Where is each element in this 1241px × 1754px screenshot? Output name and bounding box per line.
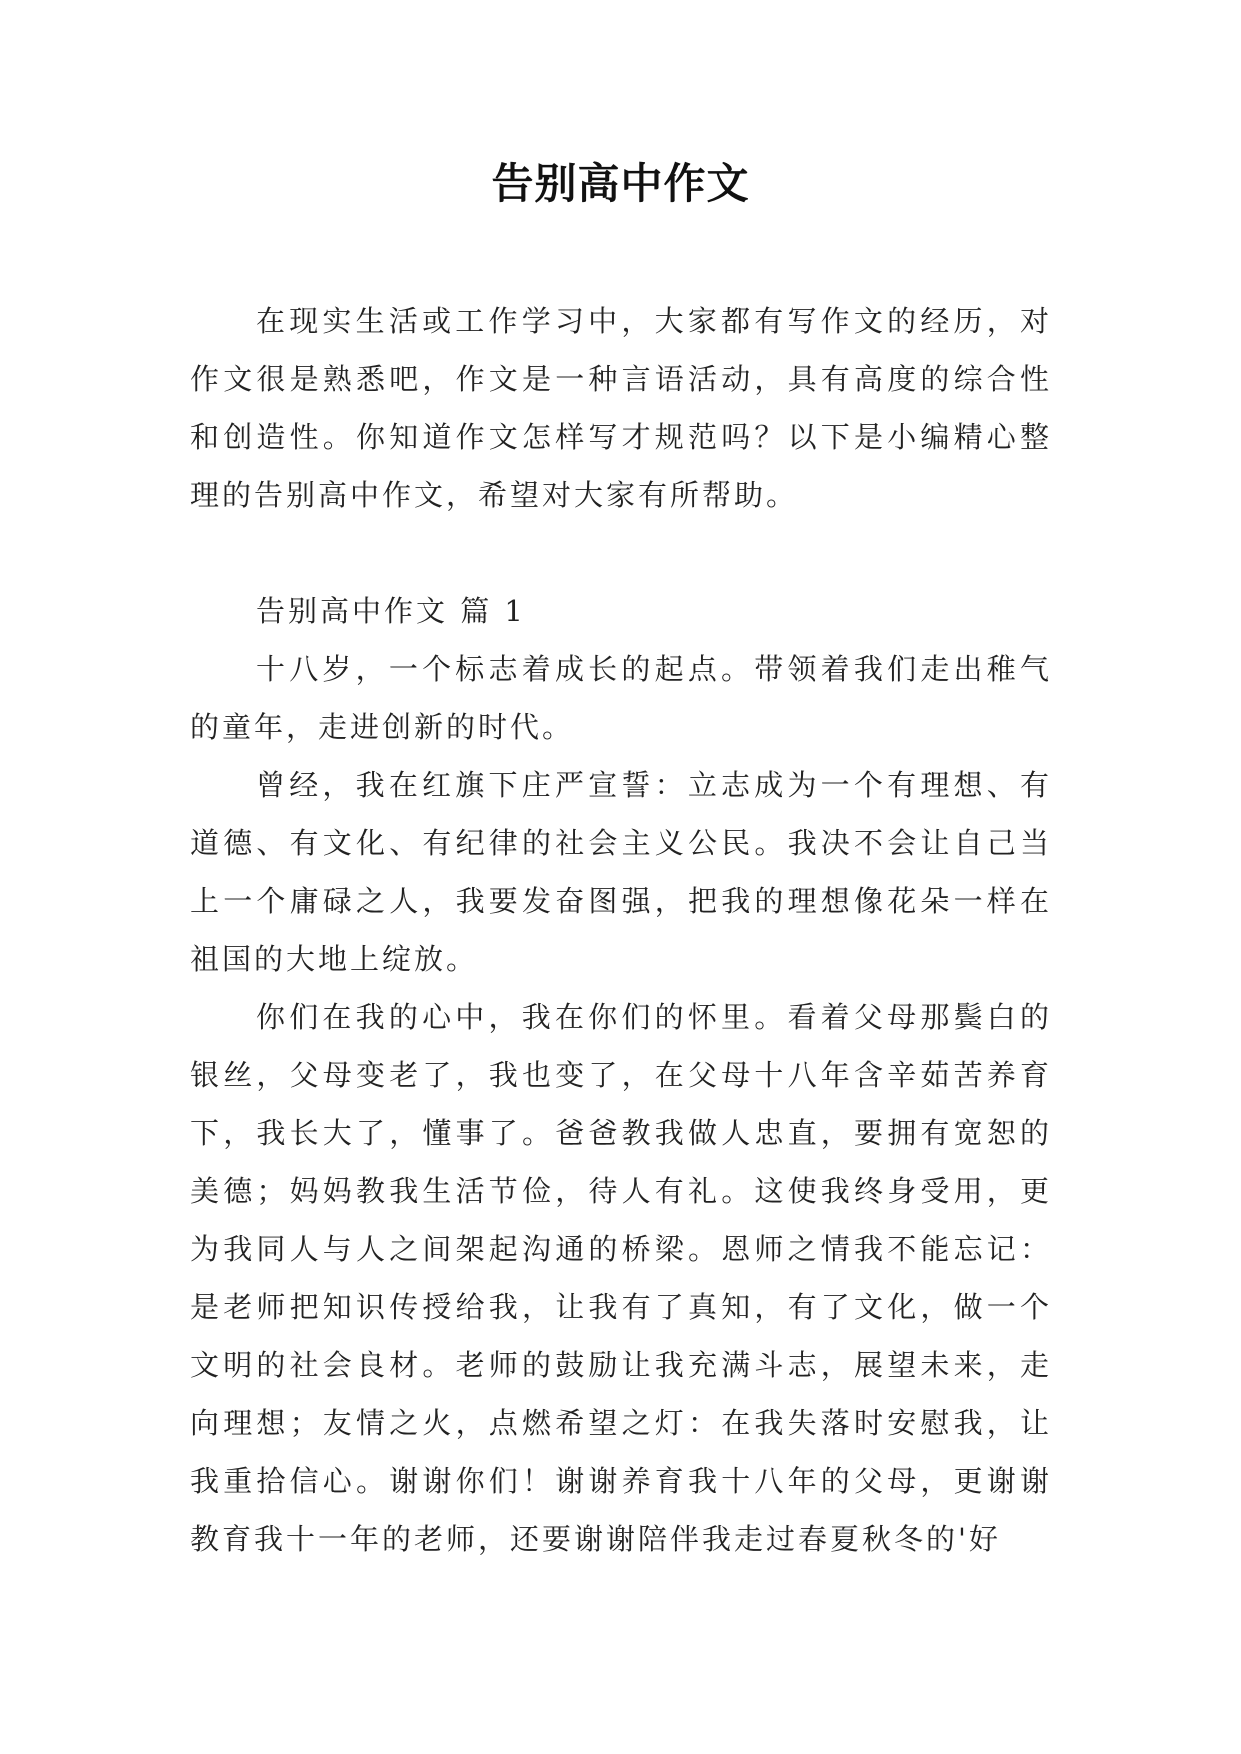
document-title: 告别高中作文 xyxy=(491,159,750,208)
document-body xyxy=(190,292,1052,1568)
section-heading: 告别高中作文 篇 1 xyxy=(256,594,526,628)
body-paragraph-1: 十八岁，一个标志着成长的起点。带领着我们走出稚气的童年，走进创新的时代。 xyxy=(190,652,1052,744)
intro-paragraph: 在现实生活或工作学习中，大家都有写作文的经历，对作文很是熟悉吧，作文是一种言语活动，具有高度的综合性和创造性。你知道作文怎样写才规范吗？以下是小编精心整理的告别高中作文，希望对大家有所帮助。 xyxy=(190,304,1052,512)
body-paragraph-3: 你们在我的心中，我在你们的怀里。看着父母那鬓白的银丝，父母变老了，我也变了，在父母十八年含辛茹苦养育下，我长大了，懂事了。爸爸教我做人忠直，要拥有宽恕的美德；妈妈教我生活节俭，待人有礼。这使我终身受用，更为我同人与人之间架起沟通的桥梁。恩师之情我不能忘记：是老师把知识传授给我，让我有了真知，有了文化，做一个文明的社会良材。老师的鼓励让我充满斗志，展望未来，走向理想；友情之火，点燃希望之灯：在我失落时安慰我，让我重拾信心。谢谢你们！谢谢养育我十八年的父母，更谢谢教育我十一年的老师，还要谢谢陪伴我走过春夏秋冬的'好 xyxy=(190,1000,1052,1556)
body-paragraph-2: 曾经，我在红旗下庄严宣誓：立志成为一个有理想、有道德、有文化、有纪律的社会主义公民。我决不会让自己当上一个庸碌之人，我要发奋图强，把我的理想像花朵一样在祖国的大地上绽放。 xyxy=(190,768,1052,976)
